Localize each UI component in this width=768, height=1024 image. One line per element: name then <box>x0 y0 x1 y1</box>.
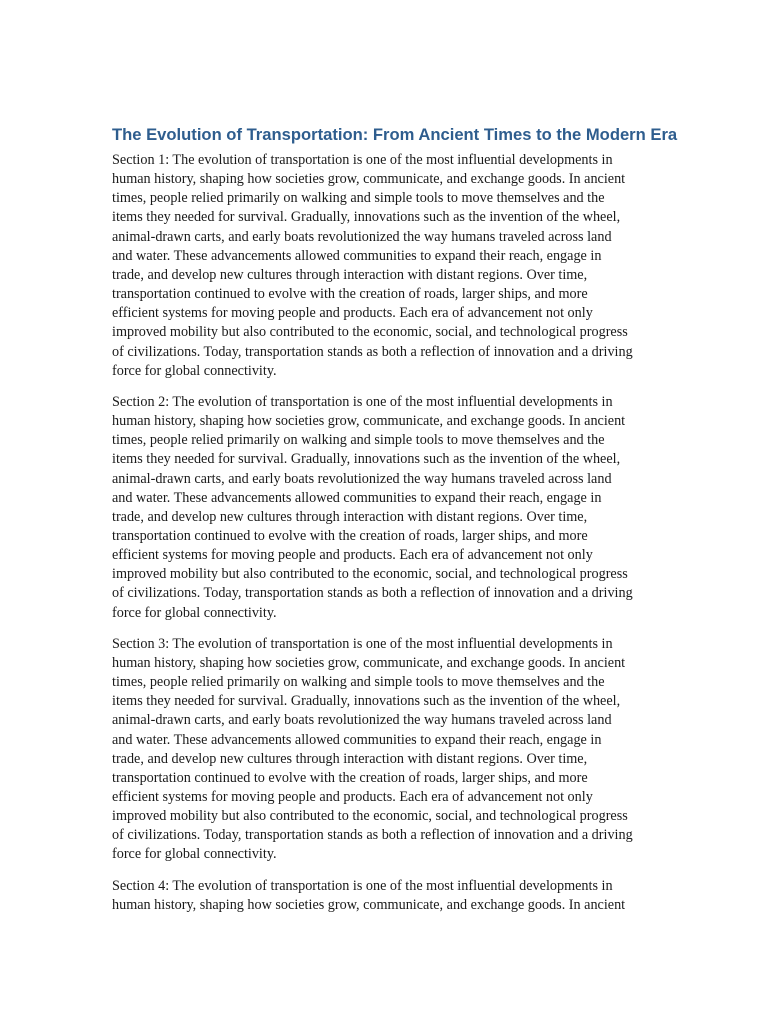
document-title: The Evolution of Transportation: From Ancient Times to the Modern Era <box>112 125 678 144</box>
section-2-paragraph: Section 2: The evolution of transportation is one of the most influential developments in human history, shaping how societies grow, communicate, and exchange goods. In ancient times, people relied primarily on walking and simple tools to move themselves and the items they needed for survival. Gradually, innovations such as the invention of the wheel, animal-drawn carts, and early boats revolutionized the way humans traveled across land and water. These advancements allowed communities to expand their reach, engage in trade, and develop new cultures through interaction with distant regions. Over time, transportation continued to evolve with the creation of roads, larger ships, and more efficient systems for moving people and products. Each era of advancement not only improved mobility but also contributed to the economic, social, and technological progress of civilizations. Today, transportation stands as both a reflection of innovation and a driving force for global connectivity. <box>112 393 633 621</box>
section-4-paragraph: Section 4: The evolution of transportation is one of the most influential developments in human history, shaping how societies grow, communicate, and exchange goods. In ancient <box>112 877 626 913</box>
section-1-paragraph: Section 1: The evolution of transportation is one of the most influential developments in human history, shaping how societies grow, communicate, and exchange goods. In ancient times, people relied primarily on walking and simple tools to move themselves and the items they needed for survival. Gradually, innovations such as the invention of the wheel, animal-drawn carts, and early boats revolutionized the way humans traveled across land and water. These advancements allowed communities to expand their reach, engage in trade, and develop new cultures through interaction with distant regions. Over time, transportation continued to evolve with the creation of roads, larger ships, and more efficient systems for moving people and products. Each era of advancement not only improved mobility but also contributed to the economic, social, and technological progress of civilizations. Today, transportation stands as both a reflection of innovation and a driving force for global connectivity. <box>112 152 633 379</box>
section-3-paragraph: Section 3: The evolution of transportation is one of the most influential developments in human history, shaping how societies grow, communicate, and exchange goods. In ancient times, people relied primarily on walking and simple tools to move themselves and the items they needed for survival. Gradually, innovations such as the invention of the wheel, animal-drawn carts, and early boats revolutionized the way humans traveled across land and water. These advancements allowed communities to expand their reach, engage in trade, and develop new cultures through interaction with distant regions. Over time, transportation continued to evolve with the creation of roads, larger ships, and more efficient systems for moving people and products. Each era of advancement not only improved mobility but also contributed to the economic, social, and technological progress of civilizations. Today, transportation stands as both a reflection of innovation and a driving force for global connectivity. <box>112 635 633 863</box>
